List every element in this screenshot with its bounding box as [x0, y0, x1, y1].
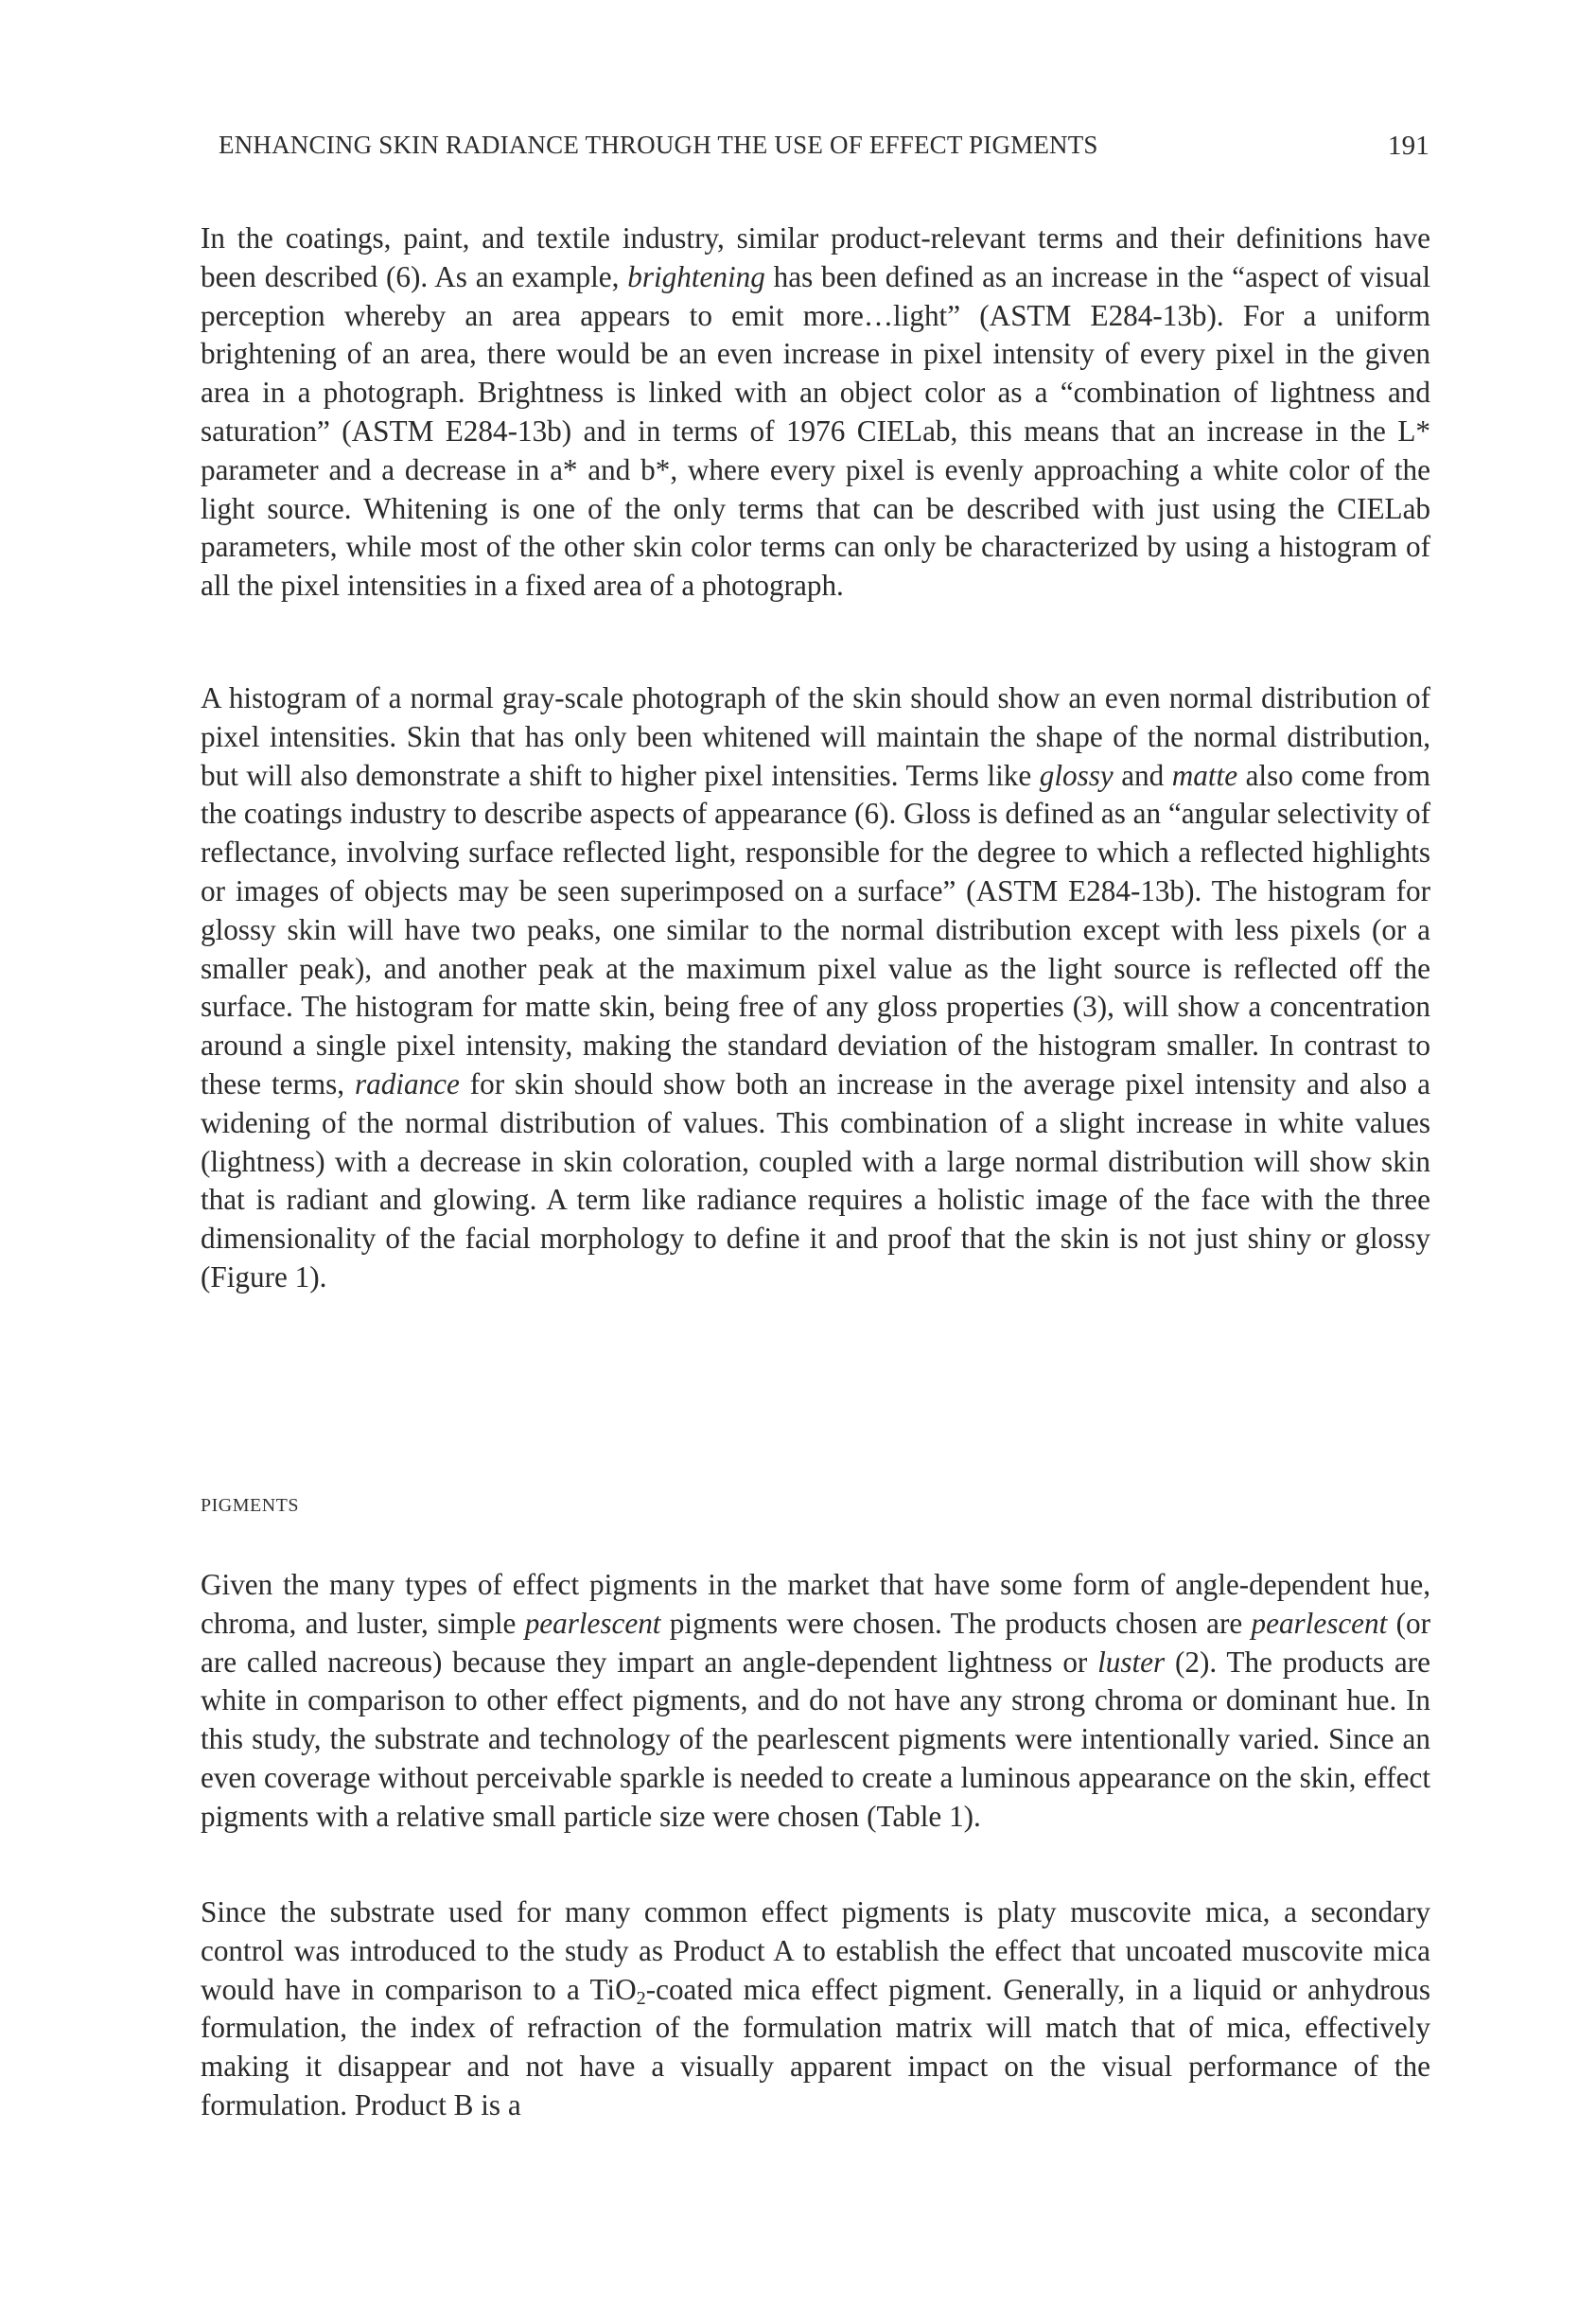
subscript: 2 — [636, 1987, 646, 2009]
paragraph-pigment-selection — [201, 1566, 1430, 1837]
page-number: 191 — [1387, 131, 1429, 161]
emphasis-term: matte — [1171, 758, 1238, 792]
emphasis-term: pearlescent — [1251, 1606, 1388, 1640]
emphasis-term: brightening — [627, 259, 765, 293]
paragraph: In the coatings, paint, and textile industry, similar product-relevant terms and their definitions have been described (6). As an example, brightening has been defined as an increase in the “aspect of visual perception whereby an area appears to emit more…light” (ASTM E284-13b). For a uniform brightening of an area, there would be an even increase in pixel intensity of every pixel in the given area in a photograph. Brightness is linked with an object color as a “combination of lightness and saturation” (ASTM E284-13b) and in terms of 1976 CIELab, this means that an increase in the L* parameter and a decrease in a* and b*, where every pixel is evenly approaching a white color of the light source. Whitening is one of the only terms that can be described with just using the CIELab parameters, while most of the other skin color terms can only be characterized by using a histogram of all the pixel intensities in a fixed area of a photograph. — [201, 221, 1430, 603]
paragraph-histogram — [201, 679, 1430, 1297]
paragraph: Given the many types of effect pigments in the market that have some form of angle-dependent hue, chroma, and luster, simple pearlescent pigments were chosen. The products chosen are pearlescent (or are called nacreous) because they impart an angle-dependent lightness or luster (2). The products are white in comparison to other effect pigments, and do not have any strong chroma or dominant hue. In this study, the substrate and technology of the pearlescent pigments were intentionally varied. Since an even coverage without perceivable sparkle is needed to create a luminous appearance on the skin, effect pigments with a relative small particle size were chosen (Table 1). — [201, 1568, 1431, 1833]
emphasis-term: glossy — [1039, 758, 1114, 792]
paragraph: A histogram of a normal gray-scale photograph of the skin should show an even normal distribution of pixel intensities. Skin that has only been whitened will maintain the shape of the normal distribution, but will also demonstrate a shift to higher pixel intensities. Terms like glossy and matte also come from the coatings industry to describe aspects of appearance (6). Gloss is defined as an “angular selectivity of reflectance, involving surface reflected light, responsible for the degree to which a reflected highlights or images of objects may be seen superimposed on a surface” (ASTM E284-13b). The histogram for glossy skin will have two peaks, one similar to the normal distribution except with less pixels (or a smaller peak), and another peak at the maximum pixel value as the light source is reflected off the surface. The histogram for matte skin, being free of any gloss properties (3), will show a concentration around a single pixel intensity, making the standard deviation of the histogram smaller. In contrast to these terms, radiance for skin should show both an increase in the average pixel intensity and also a widening of the normal distribution of values. This combination of a slight increase in white values (lightness) with a decrease in skin coloration, coupled with a large normal distribution will show skin that is radiant and glowing. A term like radiance requires a holistic image of the face with the three dimensionality of the facial morphology to define it and proof that the skin is not just shiny or glossy (Figure 1). — [201, 681, 1431, 1294]
emphasis-term: pearlescent — [524, 1606, 661, 1640]
paragraph-definitions — [201, 220, 1430, 606]
section-heading-pigments: PIGMENTS — [201, 1495, 300, 1516]
emphasis-term: luster — [1097, 1645, 1166, 1679]
running-head-title: ENHANCING SKIN RADIANCE THROUGH THE USE OF EFFECT PIGMENTS — [219, 131, 1098, 159]
paragraph-substrate — [201, 1893, 1430, 2125]
paragraph: Since the substrate used for many common effect pigments is platy muscovite mica, a secondary control was introduced to the study as Product A to establish the effect that uncoated muscovite mica would have in comparison to a TiO$_2$-coated mica effect pigment. Generally, in a liquid or anhydrous formulation, the index of refraction of the formulation matrix will match that of mica, effectively making it disappear and not have a visually apparent impact on the visual performance of the formulation. Product B is a — [201, 1895, 1430, 2121]
emphasis-term: radiance — [354, 1066, 460, 1100]
